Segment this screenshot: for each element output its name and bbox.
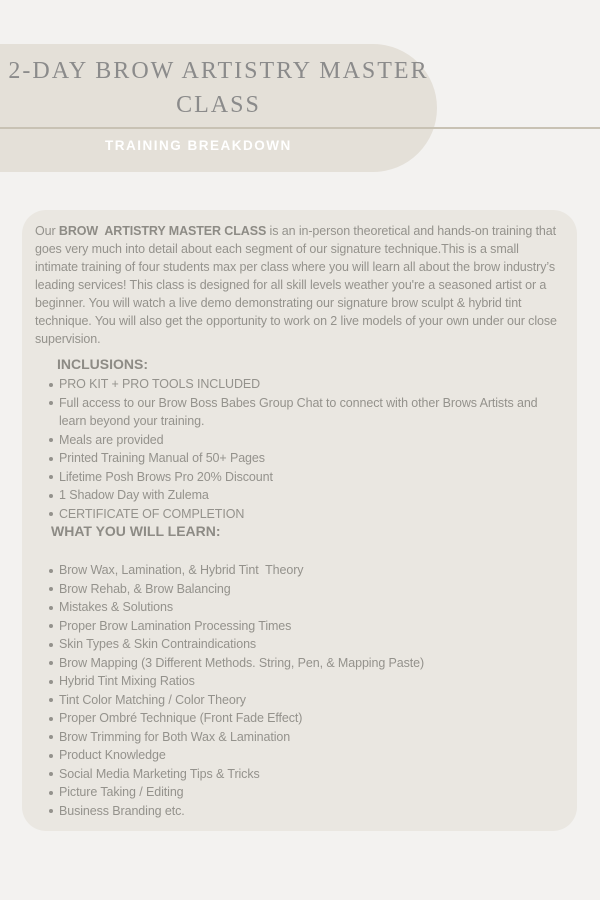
list-item: Brow Mapping (3 Different Methods. String, Pen, & Mapping Paste): [48, 654, 565, 673]
intro-body: is an in-person theoretical and hands-on training that goes very much into detail about each segment of our signature technique.This is a small intimate training of four students max per class where you will learn all about the brow industry’s leading services! This class is designed for all skill levels weather you're a seasoned artist or a beginner. You will watch a live demo demonstrating our signature brow sculpt & hybrid tint technique. You will also get the opportunity to work on 2 live models of your own under our close supervision.: [35, 224, 561, 346]
intro-prefix: Our: [35, 224, 59, 238]
list-item: Brow Rehab, & Brow Balancing: [48, 580, 565, 599]
list-item: Proper Ombré Technique (Front Fade Effect): [48, 709, 565, 728]
list-item: Brow Trimming for Both Wax & Lamination: [48, 728, 565, 747]
list-item: Product Knowledge: [48, 746, 565, 765]
list-item: CERTIFICATE OF COMPLETION: [48, 505, 565, 524]
intro-paragraph: [35, 222, 565, 348]
list-item: Social Media Marketing Tips & Tricks: [48, 765, 565, 784]
page-title: [0, 54, 437, 122]
list-item: Tint Color Matching / Color Theory: [48, 691, 565, 710]
list-item: Skin Types & Skin Contraindications: [48, 635, 565, 654]
intro-bold-course-name: BROW ARTISTRY MASTER CLASS: [58, 224, 267, 238]
list-item: Brow Wax, Lamination, & Hybrid Tint Theory: [48, 561, 565, 580]
list-item: Proper Brow Lamination Processing Times: [48, 617, 565, 636]
list-item: Full access to our Brow Boss Babes Group Chat to connect with other Brows Artists and learn beyond your training.: [48, 394, 565, 431]
inclusions-list: [48, 375, 565, 523]
divider-line: [0, 127, 600, 129]
page-title-line2: CLASS: [176, 92, 261, 118]
list-item: Picture Taking / Editing: [48, 783, 565, 802]
learn-heading: WHAT YOU WILL LEARN:: [51, 523, 221, 539]
list-item: 1 Shadow Day with Zulema: [48, 486, 565, 505]
list-item: Hybrid Tint Mixing Ratios: [48, 672, 565, 691]
list-item: Lifetime Posh Brows Pro 20% Discount: [48, 468, 565, 487]
list-item: Meals are provided: [48, 431, 565, 450]
learn-list: [48, 561, 565, 820]
inclusions-heading: INCLUSIONS:: [57, 356, 148, 372]
banner-label: TRAINING BREAKDOWN: [105, 138, 292, 153]
list-item: Printed Training Manual of 50+ Pages: [48, 449, 565, 468]
list-item: Business Branding etc.: [48, 802, 565, 821]
list-item: PRO KIT + PRO TOOLS INCLUDED: [48, 375, 565, 394]
content-card: [22, 210, 577, 831]
page-title-line1: 2-DAY BROW ARTISTRY MASTER: [8, 58, 429, 84]
list-item: Mistakes & Solutions: [48, 598, 565, 617]
